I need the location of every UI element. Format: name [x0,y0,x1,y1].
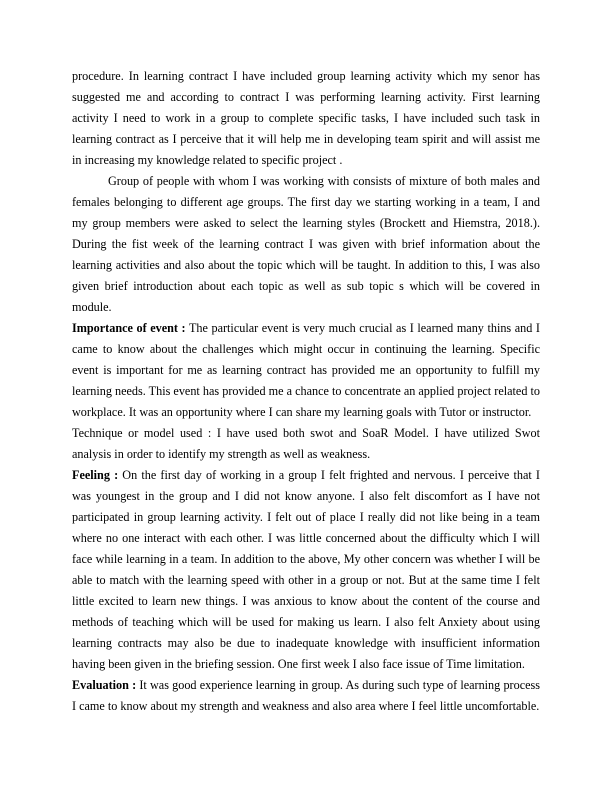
paragraph-technique-or-model: Technique or model used : I have used both swot and SoaR Model. I have utilized Swot analysis in order to identify my strength as well as weakness. [72,426,540,461]
paragraph-group-of-people: Group of people with whom I was working with consists of mixture of both males and females belonging to different age groups. The first day we starting working in a team, I and my group members were asked to select the learning styles (Brockett and Hiemstra, 2018.). During the fist week of the learning contract I was given with brief information about the learning activities and also about the topic which will be taught. In addition to this, I was also given brief introduction about each topic as well as sub topic s which will be covered in module. [72,174,540,314]
paragraph-importance-of-event [72,318,540,423]
document-page [72,66,540,717]
body-feeling: On the first day of working in a group I felt frighted and nervous. I perceive that I was youngest in the group and I did not know anyone. I also felt discomfort as I have not participated in group learning activity. I felt out of place I really did not like being in a team where no one interact with each other. I was little concerned about the difficulty which I will face while learning in a team. In addition to the above, My other concern was whether I will be able to match with the learning speed with other in a group or not. But at the same time I felt little excited to learn new things. I was anxious to know about the content of the course and methods of teaching which will be used for making us learn. I also felt Anxiety about using learning contracts may also be due to inadequate knowledge with insufficient information having been given in the briefing session. One first week I also face issue of Time limitation. [72,468,540,671]
heading-importance-of-event: Importance of event : [72,321,186,335]
body-importance-of-event: The particular event is very much crucial as I learned many thins and I came to know about the challenges which might occur in continuing the learning. Specific event is important for me as learning contract has provided me an opportunity to fulfill my learning needs. This event has provided me a chance to concentrate an applied project related to workplace. It was an opportunity where I can share my learning goals with Tutor or instructor. [72,321,540,419]
heading-evaluation: Evaluation : [72,678,137,692]
paragraph-feeling [72,465,540,675]
paragraph-evaluation [72,675,540,717]
body-evaluation: It was good experience learning in group. As during such type of learning process I came to know about my strength and weakness and also area where I feel little uncomfortable. [72,678,540,713]
heading-feeling: Feeling : [72,468,119,482]
paragraph-procedure: procedure. In learning contract I have included group learning activity which my senor has suggested me and according to contract I was performing learning activity. First learning activity I need to work in a group to complete specific tasks, I have included such task in learning contract as I perceive that it will help me in developing team spirit and will assist me in increasing my knowledge related to specific project . [72,69,540,167]
